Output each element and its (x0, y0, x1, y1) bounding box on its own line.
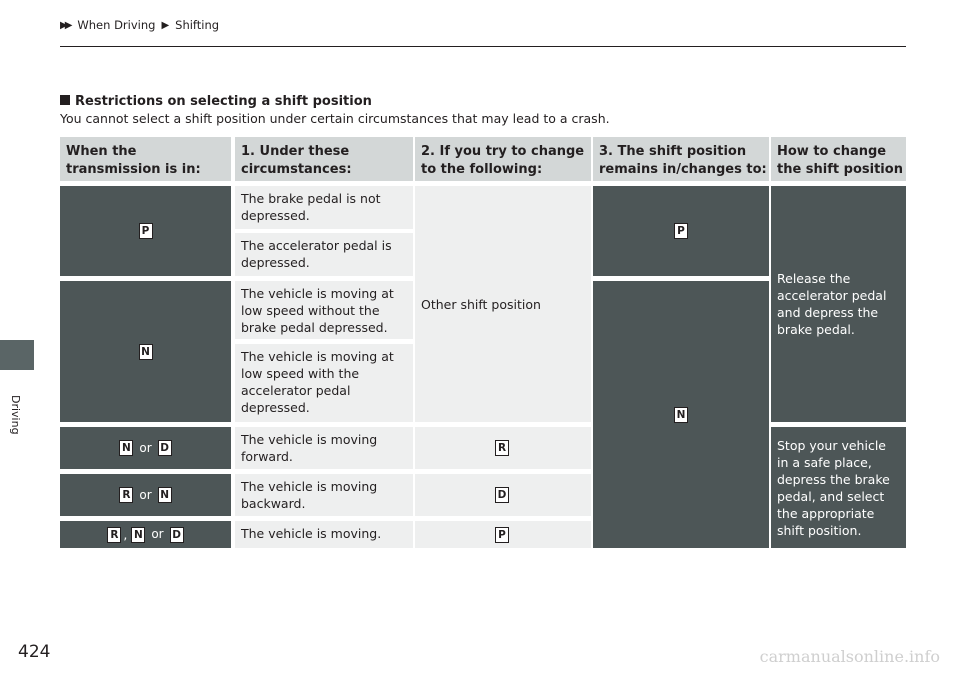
header-remains: 3. The shift position remains in/changes to: (593, 137, 769, 181)
result-cell-n (593, 281, 769, 548)
double-arrow-icon: ▶▶ (60, 19, 70, 31)
comma-text: , (123, 527, 128, 542)
gear-cell-r-n-or-d (60, 521, 231, 548)
header-rule (60, 46, 906, 47)
header-try-change: 2. If you try to change to the following: (415, 137, 591, 181)
circumstance-rnd: The vehicle is moving. (235, 521, 413, 548)
try-cell-p (415, 521, 591, 548)
circumstance-p1: The brake pedal is not depressed. (235, 186, 413, 229)
side-label: Driving (9, 395, 22, 435)
gear-p-badge: P (674, 223, 688, 239)
watermark: carmanualsonline.info (759, 647, 940, 666)
gear-cell-n (60, 281, 231, 422)
gear-n-badge: N (158, 487, 172, 503)
breadcrumb-item[interactable]: When Driving (77, 18, 156, 32)
gear-d-badge: D (495, 487, 509, 503)
circumstance-p2: The accelerator pedal is depressed. (235, 233, 413, 276)
breadcrumb-item[interactable]: Shifting (175, 18, 220, 32)
gear-n-badge: N (131, 527, 145, 543)
gear-p-badge: P (495, 527, 509, 543)
header-transmission: When the transmission is in: (60, 137, 231, 181)
square-bullet-icon (60, 95, 70, 105)
section-title: Restrictions on selecting a shift position (60, 94, 372, 109)
side-tab (0, 340, 34, 370)
gear-p-badge: P (139, 223, 153, 239)
circumstance-n2: The vehicle is moving at low speed with the accelerator pedal depressed. (235, 344, 413, 422)
other-shift-text: Other shift position (421, 296, 541, 312)
how-cell-1 (771, 186, 906, 422)
header-how: How to change the shift position (771, 137, 906, 181)
or-text: or (139, 487, 152, 502)
how-cell-2 (771, 427, 906, 548)
result-cell-p (593, 186, 769, 276)
gear-d-badge: D (170, 527, 184, 543)
intro-text: You cannot select a shift position under certain circumstances that may lead to a crash. (60, 111, 610, 126)
header-circumstances: 1. Under these circumstances: (235, 137, 413, 181)
try-cell-r (415, 427, 591, 469)
page-number: 424 (18, 642, 51, 662)
breadcrumb (60, 18, 219, 32)
gear-n-badge: N (119, 440, 133, 456)
how-text-1: Release the accelerator pedal and depress the brake pedal. (777, 271, 887, 337)
gear-cell-p (60, 186, 231, 276)
or-text: or (139, 440, 152, 455)
gear-n-badge: N (139, 344, 153, 360)
how-text-2: Stop your vehicle in a safe place, depress the brake pedal, and select the appropriate shift position. (777, 437, 890, 538)
gear-r-badge: R (495, 440, 509, 456)
gear-r-badge: R (119, 487, 133, 503)
gear-cell-r-or-n (60, 474, 231, 516)
gear-cell-n-or-d (60, 427, 231, 469)
circumstance-nd: The vehicle is moving forward. (235, 427, 413, 469)
other-shift-cell (415, 186, 591, 422)
try-cell-d (415, 474, 591, 516)
arrow-icon: ▶ (161, 19, 170, 31)
gear-r-badge: R (107, 527, 121, 543)
circumstance-rn: The vehicle is moving backward. (235, 474, 413, 516)
gear-n-badge: N (674, 407, 688, 423)
or-text: or (151, 527, 164, 541)
circumstance-n1: The vehicle is moving at low speed without the brake pedal depressed. (235, 281, 413, 339)
gear-d-badge: D (158, 440, 172, 456)
